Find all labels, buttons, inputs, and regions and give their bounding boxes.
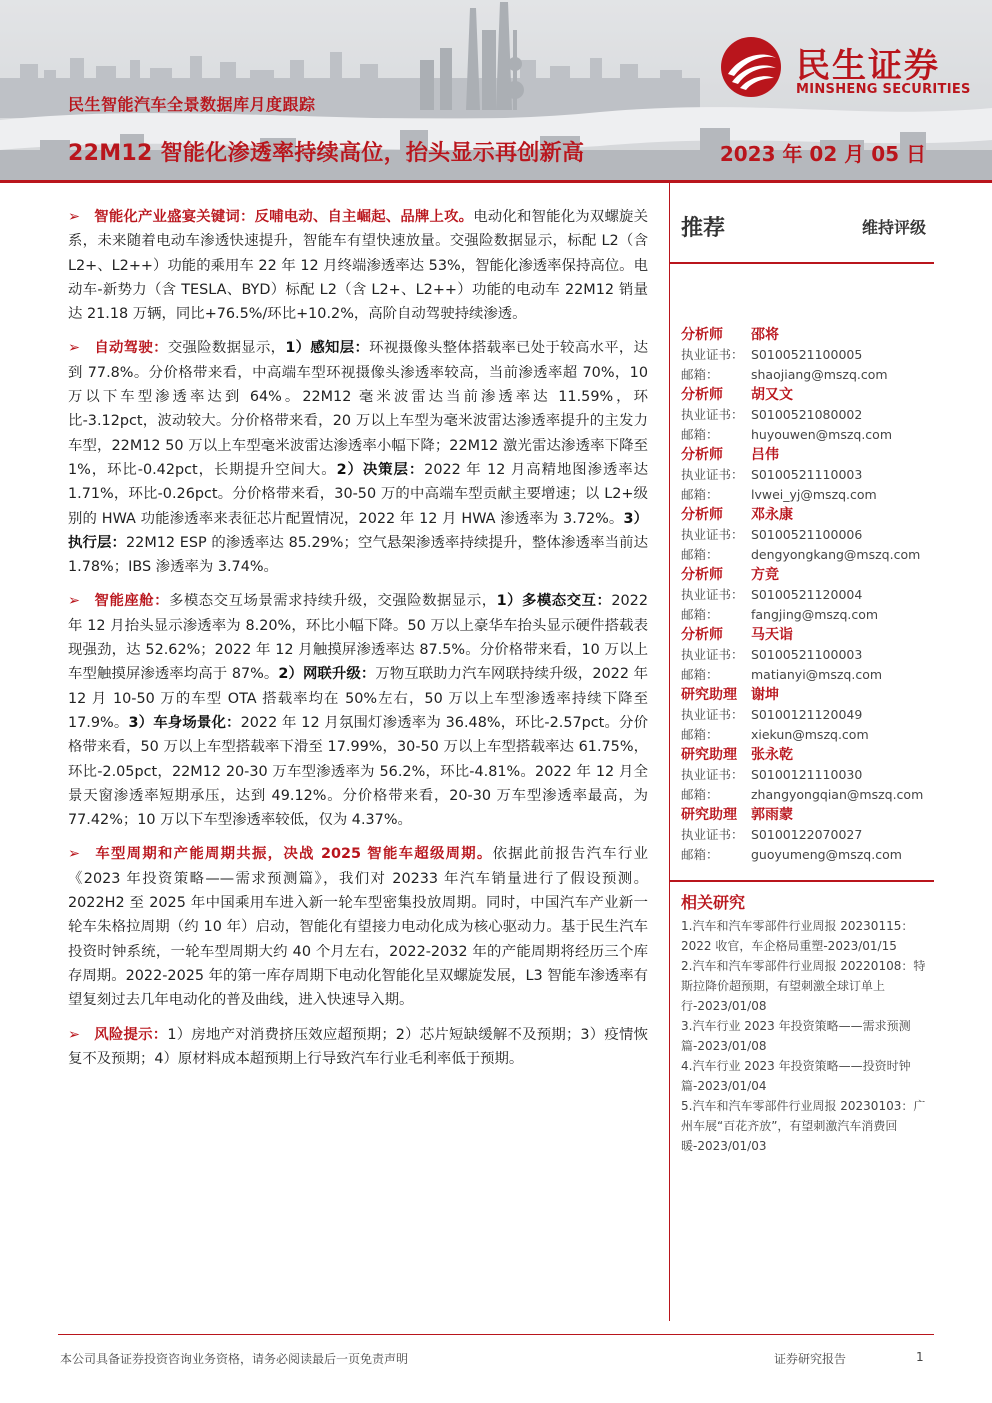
para-text: 多模态交互场景需求持续升级，交强险数据显示，	[169, 593, 497, 610]
footer-rule	[58, 1334, 934, 1335]
report-series: 民生智能汽车全景数据库月度跟踪	[68, 95, 316, 114]
summary-paragraph	[68, 205, 648, 326]
analyst-row	[681, 765, 935, 785]
para-lead: 车型周期和产能周期共振，决战 2025 智能车超级周期。	[94, 846, 493, 863]
analyst-row	[681, 425, 935, 445]
para-text: 环视摄像头整体搭载率已处于较高水平，达到 77.8%。分价格带来看，中高端车型环视摄像头渗透率较高，当前渗透率超 70%，10 万以下车型渗透率达到 64%。22M12 毫米波雷达当前渗透率达 11.59%，环比-3.12pct，波动较大。分价格带来看，20 万以上车型为毫米波雷达渗透率提升的主发力车型，22M12 50 万以上车型毫米波雷达渗透率小幅下降；22M12 激光雷达渗透率下降至 1%，环比-0.42pct，长期提升空间大。	[68, 340, 648, 478]
analyst-name: 邓永康	[751, 507, 793, 523]
cert-label: 执业证书：	[681, 707, 744, 722]
autonomous-driving-paragraph	[68, 336, 648, 579]
email-label: 邮箱：	[681, 367, 719, 382]
para-text: 22M12 ESP 的渗透率达 85.29%；空气悬架渗透率持续提升，整体渗透率当前达 1.78%；IBS 渗透率为 3.74%。	[68, 534, 648, 576]
logo-name-en: MINSHENG SECURITIES	[796, 82, 971, 97]
para-subhead: 3）执行层：	[68, 510, 648, 551]
analyst-name: 张永乾	[751, 747, 793, 763]
analyst-row	[681, 785, 935, 805]
rating-rule	[670, 262, 934, 264]
email-label: 邮箱：	[681, 787, 719, 802]
report-title: 22M12 智能化渗透率持续高位，抬头显示再创新高	[68, 141, 585, 166]
para-subhead: 2）网联升级：	[278, 666, 376, 683]
analyst-role: 分析师	[681, 327, 723, 343]
para-lead: 自动驾驶：	[94, 340, 168, 357]
related-research-item[interactable]: 1.汽车和汽车零部件行业周报 20230115：2022 收官，车企格局重塑-2023/01/15	[681, 919, 914, 953]
cert-label: 执业证书：	[681, 347, 744, 362]
analyst-row	[681, 545, 935, 565]
analyst-role: 研究助理	[681, 807, 737, 823]
risk-paragraph	[68, 1023, 648, 1072]
related-research-item[interactable]: 2.汽车和汽车零部件行业周报 20220108：特斯拉降价超预期，有望刺激全球订单上行-2023/01/08	[681, 959, 926, 1013]
para-text: 2022 年 12 月抬头显示渗透率为 8.20%，环比小幅下降。50 万以上豪华车抬头显示硬件搭载表现强劲，达 52.62%；2022 年 12 月触摸屏渗透率达 87.5%。分价格带来看，10 万以上车型触摸屏渗透率均高于 87%。	[68, 593, 648, 683]
cert-label: 执业证书：	[681, 767, 744, 782]
email-address[interactable]: xiekun@mszq.com	[751, 727, 869, 742]
analyst-name: 马天诣	[751, 627, 793, 643]
analyst-name: 方竞	[751, 567, 779, 583]
cert-number: S0100521110003	[751, 467, 863, 482]
header-rule	[0, 180, 992, 183]
para-subhead: 3）车身场景化：	[128, 714, 241, 731]
analyst-row	[681, 485, 935, 505]
email-address[interactable]: fangjing@mszq.com	[751, 607, 879, 622]
email-address[interactable]: dengyongkang@mszq.com	[751, 547, 921, 562]
page-number: 1	[916, 1350, 924, 1364]
related-research-item[interactable]: 4.汽车行业 2023 年投资策略——投资时钟篇-2023/01/04	[681, 1059, 911, 1093]
analyst-row	[681, 625, 935, 645]
analyst-role: 分析师	[681, 567, 723, 583]
rating-box	[680, 205, 934, 259]
para-lead: 智能座舱：	[94, 593, 170, 610]
analyst-row	[681, 445, 935, 465]
analyst-list	[681, 325, 935, 865]
cert-label: 执业证书：	[681, 827, 744, 842]
cert-label: 执业证书：	[681, 407, 744, 422]
cert-number: S0100521100005	[751, 347, 863, 362]
cert-number: S0100521100003	[751, 647, 863, 662]
analyst-row	[681, 725, 935, 745]
para-lead: 智能化产业盛宴关键词：反哺电动、自主崛起、品牌上攻。	[94, 209, 474, 225]
analyst-row	[681, 405, 935, 425]
email-label: 邮箱：	[681, 727, 719, 742]
analyst-row	[681, 665, 935, 685]
related-rule	[670, 880, 934, 882]
cert-number: S0100122070027	[751, 827, 863, 842]
email-label: 邮箱：	[681, 847, 719, 862]
footer-doc-type: 证券研究报告	[774, 1352, 847, 1366]
cert-number: S0100521100006	[751, 527, 863, 542]
analyst-row	[681, 705, 935, 725]
para-subhead: 2）决策层：	[336, 461, 425, 478]
analyst-row	[681, 385, 935, 405]
analyst-role: 分析师	[681, 447, 723, 463]
footer-disclaimer: 本公司具备证券投资咨询业务资格，请务必阅读最后一页免责声明	[60, 1352, 409, 1366]
analyst-name: 胡又文	[751, 387, 793, 403]
email-address[interactable]: huyouwen@mszq.com	[751, 427, 893, 442]
email-address[interactable]: shaojiang@mszq.com	[751, 367, 888, 382]
related-research-item[interactable]: 5.汽车和汽车零部件行业周报 20230103：广州车展“百花齐放”，有望刺激汽车消费回暖-2023/01/03	[681, 1099, 926, 1153]
para-subhead: 1）感知层：	[285, 340, 370, 357]
analyst-row	[681, 585, 935, 605]
analyst-role: 分析师	[681, 387, 723, 403]
analyst-row	[681, 805, 935, 825]
email-address[interactable]: matianyi@mszq.com	[751, 667, 883, 682]
related-research-item[interactable]: 3.汽车行业 2023 年投资策略——需求预测篇-2023/01/08	[681, 1019, 911, 1053]
cert-number: S0100121120049	[751, 707, 863, 722]
logo-name-cn: 民生证券	[796, 46, 940, 86]
cert-number: S0100121110030	[751, 767, 863, 782]
email-label: 邮箱：	[681, 667, 719, 682]
email-address[interactable]: guoyumeng@mszq.com	[751, 847, 902, 862]
column-divider	[669, 183, 670, 1321]
analyst-row	[681, 465, 935, 485]
bullet-arrow-icon: ➢	[68, 593, 81, 610]
related-research-list	[681, 916, 929, 1156]
cert-label: 执业证书：	[681, 467, 744, 482]
analyst-role: 分析师	[681, 627, 723, 643]
cert-number: S0100521080002	[751, 407, 863, 422]
analyst-role: 研究助理	[681, 747, 737, 763]
para-text: 1）房地产对消费挤压效应超预期；2）芯片短缺缓解不及预期；3）疫情恢复不及预期；4）原材料成本超预期上行导致汽车行业毛利率低于预期。	[68, 1026, 648, 1067]
cert-label: 执业证书：	[681, 587, 744, 602]
cycle-paragraph	[68, 842, 648, 1012]
analyst-row	[681, 565, 935, 585]
para-text: 交强险数据显示，	[167, 340, 286, 357]
email-label: 邮箱：	[681, 487, 719, 502]
analyst-row	[681, 325, 935, 345]
analyst-row	[681, 345, 935, 365]
email-address[interactable]: zhangyongqian@mszq.com	[751, 787, 924, 802]
email-label: 邮箱：	[681, 607, 719, 622]
email-label: 邮箱：	[681, 427, 719, 442]
analyst-role: 分析师	[681, 507, 723, 523]
rating-label: 推荐	[681, 216, 726, 241]
bullet-arrow-icon: ➢	[68, 1026, 81, 1043]
analyst-row	[681, 505, 935, 525]
analyst-name: 郭雨蒙	[751, 807, 793, 823]
analyst-name: 谢坤	[751, 687, 779, 703]
para-text: 2022 年 12 月氛围灯渗透率为 36.48%，环比-2.57pct。分价格带来看，50 万以上车型搭载率下滑至 17.99%，30-50 万以上车型搭载率达 61.75%，环比-2.05pct，22M12 20-30 万车型渗透率为 56.2%，环比-4.81%。2022 年 12 月全景天窗渗透率短期承压，达到 49.12%。分价格带来看，20-30 万车型渗透率最高，为 77.42%；10 万以下车型渗透率较低，仅为 4.37%。	[68, 714, 649, 829]
analyst-row	[681, 525, 935, 545]
analyst-row	[681, 645, 935, 665]
rating-sub: 维持评级	[861, 218, 926, 237]
para-lead: 风险提示：	[94, 1026, 168, 1043]
bullet-arrow-icon: ➢	[68, 846, 81, 863]
report-date: 2023 年 02 月 05 日	[719, 142, 926, 166]
analyst-name: 吕伟	[751, 447, 779, 463]
cert-label: 执业证书：	[681, 647, 744, 662]
main-column	[68, 205, 648, 1081]
analyst-row	[681, 845, 935, 865]
para-subhead: 1）多模态交互：	[496, 593, 612, 610]
analyst-row	[681, 365, 935, 385]
analyst-row	[681, 745, 935, 765]
bullet-arrow-icon: ➢	[68, 209, 81, 225]
analyst-row	[681, 605, 935, 625]
cert-number: S0100521120004	[751, 587, 863, 602]
analyst-role: 研究助理	[681, 687, 737, 703]
para-text: 依据此前报告汽车行业《2023 年投资策略——需求预测篇》，我们对 20233 年汽车销量进行了假设预测。2022H2 至 2025 年中国乘用车进入新一轮车型密集投放周期。同时，中国汽车产业新一轮车朱格拉周期（约 10 年）启动，智能化有望接力电动化成为核心驱动力。基于民生汽车投资时钟系统，一轮车型周期大约 40 个月左右，2022-2032 年的产能周期将经历三个库存周期。2022-2025 年的第一库存周期下电动化智能化呈双螺旋发展，L3 智能车渗透率有望复刻过去几年电动化的普及曲线，进入快速导入期。	[68, 846, 648, 1009]
smart-cockpit-paragraph	[68, 589, 648, 832]
side-column	[680, 205, 934, 259]
email-address[interactable]: lvwei_yj@mszq.com	[751, 487, 877, 502]
email-label: 邮箱：	[681, 547, 719, 562]
analyst-row	[681, 825, 935, 845]
bullet-arrow-icon: ➢	[68, 340, 81, 357]
para-text: 2022 年 12 月高精地图渗透率达 1.71%，环比-0.26pct。分价格带来看，30-50 万的中高端车型贡献主要增速；以 L2+级别的 HWA 功能渗透率来表征芯片配置情况，2022 年 12 月 HWA 渗透率为 3.72%。	[68, 461, 648, 527]
cert-label: 执业证书：	[681, 527, 744, 542]
analyst-row	[681, 685, 935, 705]
para-text: 电动化和智能化为双螺旋关系，未来随着电动车渗透快速提升，智能车有望快速放量。交强险数据显示，标配 L2（含 L2+、L2++）功能的乘用车 22 年 12 月终端渗透率达 53%，智能化渗透率保持高位。电动车-新势力（含 TESLA、BYD）标配 L2（含 L2+、L2++）功能的电动车 22M12 销量达 21.18 万辆，同比+76.5%/环比+10.2%，高阶自动驾驶持续渗透。	[68, 209, 648, 323]
para-text: 万物互联助力汽车网联持续升级，2022 年 12 月 10-50 万的车型 OTA 搭载率均在 50%左右，50 万以上车型渗透率持续下降至 17.9%。	[68, 666, 649, 731]
analyst-name: 邵将	[751, 327, 779, 343]
related-research-title: 相关研究	[681, 893, 746, 912]
